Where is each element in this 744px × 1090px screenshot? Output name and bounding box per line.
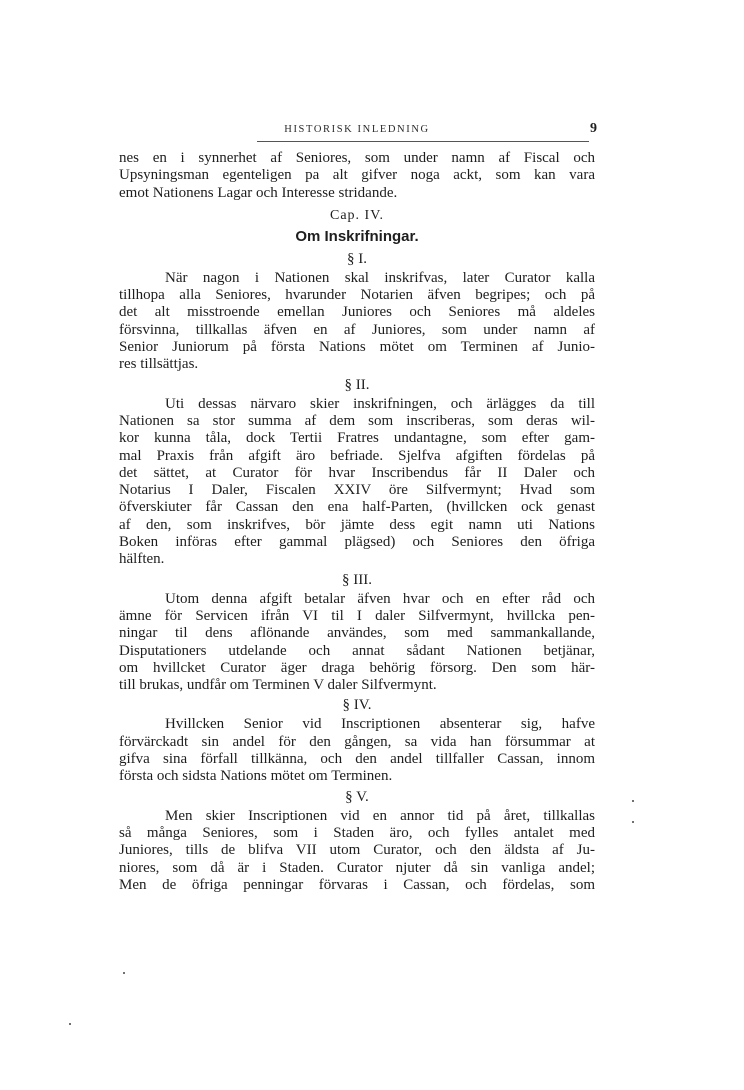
text-line: ningar til dens aflönande användes, som med sammankallande, bbox=[119, 625, 595, 642]
intro-paragraph bbox=[119, 150, 595, 202]
text-line: öfverskiuter får Cassan den ena half-Parten, (hvillcken ock genast bbox=[119, 499, 595, 516]
text-line: Juniores, tills de blifva VII utom Curator, och den äldsta af Ju- bbox=[119, 842, 595, 859]
text-line: Upsyningsman egenteligen pa alt gifver noga ackt, som kan vara bbox=[119, 167, 595, 184]
text-line: förvärckadt sin andel för den gången, sa vida han försummar at bbox=[119, 733, 595, 750]
section-mark: § III. bbox=[342, 571, 372, 588]
text-line: ämne för Servicen ifrån VI til I daler Silfvermynt, hvillcka pen- bbox=[119, 607, 595, 624]
scan-speck bbox=[632, 800, 634, 802]
text-line: om hvillcket Curator äger draga behörig försorg. Den som här- bbox=[119, 659, 595, 676]
chapter-label: Cap. IV. bbox=[329, 207, 385, 223]
text-line: Nationen sa stor summa af dem som inscriberas, som deras wil- bbox=[119, 412, 595, 429]
text-line: Uti dessas närvaro skier inskrifningen, och ärlägges da till bbox=[165, 395, 595, 412]
text-line: Disputationers utdelande och annat sådant Nationen betjänar, bbox=[119, 642, 595, 659]
text-line: hälften. bbox=[119, 551, 165, 568]
section-paragraph bbox=[119, 591, 595, 695]
page-number: 9 bbox=[590, 121, 597, 136]
scan-speck bbox=[69, 1023, 71, 1025]
text-line: kor kunna tåla, dock Tertii Fratres undantagne, som efter gam- bbox=[119, 430, 595, 447]
text-line: res tillsättjas. bbox=[119, 356, 199, 373]
text-line: Notarius I Daler, Fiscalen XXIV öre Silfvermynt; Hvad som bbox=[119, 482, 595, 499]
text-line: försvinna, tillkallas äfven en af Juniores, som under namn af bbox=[119, 321, 595, 338]
section-paragraph bbox=[119, 808, 595, 894]
text-line: Boken införas efter gammal plägsed) och Seniores den öfriga bbox=[119, 534, 595, 551]
text-line: nes en i synnerhet af Seniores, som under namn af Fiscal och bbox=[119, 150, 595, 166]
text-line: emot Nationens Lagar och Interesse stridande. bbox=[119, 184, 398, 201]
text-line: af den, som inskrifves, bör jämte dess egit namn uti Nations bbox=[119, 516, 595, 533]
text-line: gifva sina förfall tillkänna, och den andel tillfaller Cassan, innom bbox=[119, 751, 595, 768]
text-line: Hvillcken Senior vid Inscriptionen absenterar sig, hafve bbox=[165, 716, 595, 733]
text-line: första och sidsta Nations mötet om Terminen. bbox=[119, 768, 393, 785]
page-header bbox=[117, 121, 597, 144]
text-line: det sättet, at Curator för hvar Inscribendus får II Daler och bbox=[119, 464, 595, 481]
text-line: till brukas, undfår om Terminen V daler Silfvermynt. bbox=[119, 677, 437, 694]
running-title: HISTORISK INLEDNING bbox=[284, 124, 430, 135]
text-line: Men skier Inscriptionen vid en annor tid på året, tillkallas bbox=[165, 807, 595, 824]
section-paragraph bbox=[119, 716, 595, 785]
section-paragraph bbox=[119, 270, 595, 374]
text-line: Utom denna afgift betalar äfven hvar och en efter råd och bbox=[165, 590, 595, 607]
scan-speck bbox=[632, 821, 634, 823]
text-line: tillhopa alla Seniores, hvarunder Notarien äfven begripes; och på bbox=[119, 287, 595, 304]
section-mark: § V. bbox=[345, 788, 369, 805]
page-body bbox=[119, 150, 595, 894]
chapter-title: Om Inskrifningar. bbox=[295, 227, 419, 245]
scan-speck bbox=[123, 972, 125, 974]
section-mark: § I. bbox=[347, 250, 367, 267]
text-line: mal Praxis från afgift äro befriade. Sjelfva afgiften fördelas på bbox=[119, 447, 595, 464]
text-line: Men de öfriga penningar förvaras i Cassan, och fördelas, som bbox=[119, 876, 595, 893]
text-line: så många Seniores, som i Staden äro, och fylles antalet med bbox=[119, 824, 595, 841]
section-mark: § IV. bbox=[342, 697, 372, 714]
text-line: Senior Juniorum på första Nations mötet om Terminen af Junio- bbox=[119, 339, 595, 356]
text-line: det alt misstroende emellan Juniores och Seniores må aldeles bbox=[119, 304, 595, 321]
section-mark: § II. bbox=[344, 376, 370, 393]
text-line: niores, som då är i Staden. Curator njuter då sin vanliga andel; bbox=[119, 859, 595, 876]
text-line: När nagon i Nationen skal inskrifvas, later Curator kalla bbox=[165, 269, 595, 286]
section-paragraph bbox=[119, 396, 595, 569]
header-rule bbox=[257, 141, 589, 142]
